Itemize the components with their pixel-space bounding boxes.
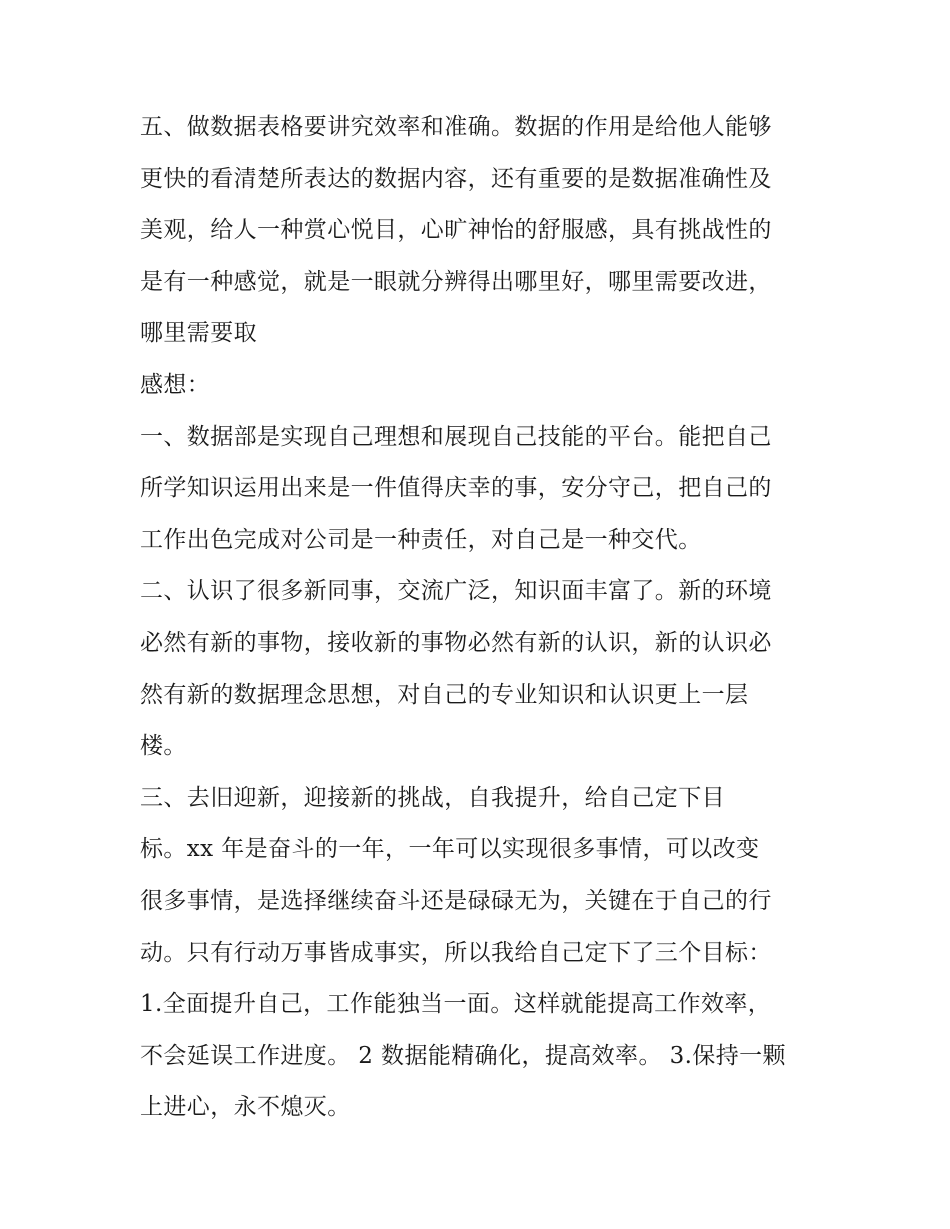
text-line: 更快的看清楚所表达的数据内容，还有重要的是数据准确性及 — [140, 165, 772, 192]
text-line: 美观，给人一种赏心悦目，心旷神怡的舒服感，具有挑战性的 — [140, 217, 772, 244]
text-line: 哪里需要取 — [140, 320, 257, 347]
text-line: 不会延误工作进度。 2 数据能精确化，提高效率。 3.保持一颗 — [140, 1042, 786, 1069]
text-line: 必然有新的事物，接收新的事物必然有新的认识，新的认识必 — [140, 629, 772, 656]
text-line: 然有新的数据理念思想，对自己的专业知识和认识更上一层 — [140, 681, 749, 708]
text-line: 三、去旧迎新，迎接新的挑战，自我提升，给自己定下目 — [140, 784, 725, 811]
text-line: 1.全面提升自己，工作能独当一面。这样就能提高工作效率， — [140, 991, 772, 1018]
text-line: 标。xx 年是奋斗的一年，一年可以实现很多事情，可以改变 — [140, 836, 760, 863]
document-body — [140, 102, 820, 1134]
text-line: 工作出色完成对公司是一种责任，对自己是一种交代。 — [140, 526, 702, 553]
text-line: 是有一种感觉，就是一眼就分辨得出哪里好，哪里需要改进， — [140, 268, 772, 295]
text-line: 所学知识运用出来是一件值得庆幸的事，安分守己，把自己的 — [140, 475, 772, 502]
text-line: 动。只有行动万事皆成事实，所以我给自己定下了三个目标： — [140, 939, 772, 966]
text-line: 很多事情，是选择继续奋斗还是碌碌无为，关键在于自己的行 — [140, 887, 772, 914]
text-line: 一、数据部是实现自己理想和展现自己技能的平台。能把自己 — [140, 423, 772, 450]
text-line: 二、认识了很多新同事，交流广泛，知识面丰富了。新的环境 — [140, 578, 772, 605]
text-line: 上进心，永不熄灭。 — [140, 1094, 351, 1121]
section-heading: 感想： — [140, 371, 211, 398]
text-line: 楼。 — [140, 733, 187, 760]
text-line: 五、做数据表格要讲究效率和准确。数据的作用是给他人能够 — [140, 114, 772, 140]
